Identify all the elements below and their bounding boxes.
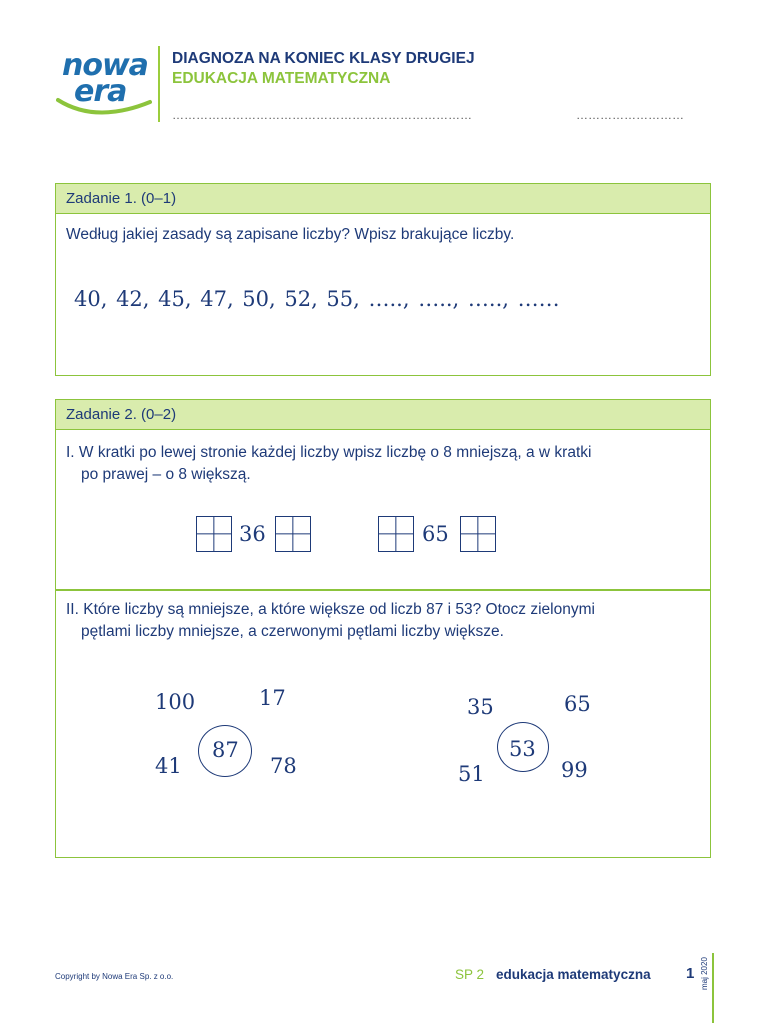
task-2-part-1-instruction: [66, 442, 706, 486]
number-99[interactable]: 99: [561, 758, 588, 782]
logo-swoosh-icon: [56, 94, 152, 124]
header-divider: [158, 46, 160, 122]
answer-grid-right-65[interactable]: [460, 516, 496, 552]
center-number-87: 87: [212, 738, 239, 762]
task-2-divider: [56, 589, 710, 591]
answer-grid-right-36[interactable]: [275, 516, 311, 552]
task-2-part-1-line-2: po prawej – o 8 większą.: [81, 466, 251, 483]
logo-text-line1: nowa: [62, 48, 148, 83]
footer-date: maj 2020: [700, 957, 709, 990]
task-2-part-2-instruction: [66, 599, 706, 643]
footer-subject: edukacja matematyczna: [496, 967, 651, 982]
number-65[interactable]: 65: [564, 692, 591, 716]
number-100[interactable]: 100: [155, 690, 196, 714]
footer-grade: SP 2: [455, 967, 485, 982]
answer-grid-left-36[interactable]: [196, 516, 232, 552]
task-2-heading: Zadanie 2. (0–2): [56, 400, 710, 430]
name-field-dots[interactable]: …………………………………………………………………: [172, 108, 472, 122]
grid-number-65: 65: [422, 522, 449, 546]
page-number: 1: [686, 965, 695, 982]
number-41[interactable]: 41: [155, 754, 182, 778]
number-51[interactable]: 51: [458, 762, 485, 786]
grid-number-36: 36: [239, 522, 266, 546]
task-2-part-2-line-1: II. Które liczby są mniejsze, a które większe od liczb 87 i 53? Otocz zielonymi: [66, 601, 595, 618]
center-number-53: 53: [509, 737, 536, 761]
copyright-text: Copyright by Nowa Era Sp. z o.o.: [55, 972, 174, 981]
logo-text-line2: era: [74, 74, 127, 109]
task-1-heading: Zadanie 1. (0–1): [56, 184, 710, 214]
task-2-part-1-line-1: I. W kratki po lewej stronie każdej liczby wpisz liczbę o 8 mniejszą, a w kratki: [66, 444, 592, 461]
task-1-box: [55, 183, 711, 376]
task-1-question: Według jakiej zasady są zapisane liczby? Wpisz brakujące liczby.: [66, 226, 515, 243]
task-2-box: [55, 399, 711, 858]
number-35[interactable]: 35: [467, 695, 494, 719]
task-1-sequence[interactable]: 40, 42, 45, 47, 50, 52, 55, ….., ….., ….., ……: [74, 287, 560, 311]
answer-grid-left-65[interactable]: [378, 516, 414, 552]
class-field-dots[interactable]: ………………………: [576, 108, 684, 122]
nowa-era-logo: [56, 48, 152, 124]
number-17[interactable]: 17: [259, 686, 286, 710]
number-78[interactable]: 78: [270, 754, 297, 778]
document-title: DIAGNOZA NA KONIEC KLASY DRUGIEJ: [172, 50, 475, 67]
footer-divider: [712, 953, 714, 1023]
task-2-part-2-line-2: pętlami liczby mniejsze, a czerwonymi pętlami liczby większe.: [81, 623, 504, 640]
document-subtitle: EDUKACJA MATEMATYCZNA: [172, 70, 391, 87]
